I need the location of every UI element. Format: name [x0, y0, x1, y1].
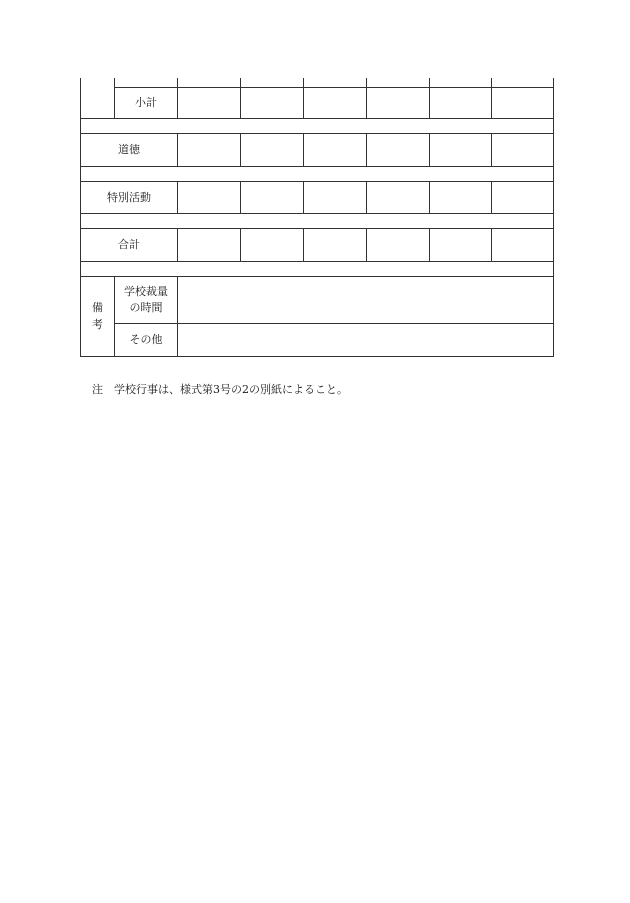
table-cell — [241, 78, 304, 87]
table-cell — [304, 87, 367, 118]
table-cell — [304, 181, 367, 213]
spacer-cell — [81, 118, 554, 133]
footnote — [92, 381, 348, 397]
remarks-label-cell — [81, 276, 115, 356]
table-cell — [178, 133, 241, 166]
table-cell — [241, 228, 304, 261]
table-cell — [304, 133, 367, 166]
table-cell — [367, 228, 430, 261]
note-text: 学校行事は、様式第3号の2の別紙によること。 — [114, 383, 348, 396]
school-discretion-value — [178, 276, 554, 323]
spacer-row — [81, 166, 554, 181]
school-discretion-label-cell — [115, 276, 178, 323]
curriculum-hours-table — [80, 78, 554, 357]
table-cell — [178, 78, 241, 87]
table-row-school-discretion — [81, 276, 554, 323]
spacer-cell — [81, 166, 554, 181]
table-cell — [492, 78, 554, 87]
school-discretion-label: 学校裁量の時間 — [124, 284, 168, 314]
table-row-special-activities — [81, 181, 554, 213]
table-cell — [430, 78, 492, 87]
spacer-cell — [81, 261, 554, 276]
table-row-other — [81, 323, 554, 356]
remarks-label: 備考 — [92, 301, 103, 331]
table-row-continuation — [81, 78, 554, 87]
table-cell — [367, 133, 430, 166]
subject-group-cell — [81, 78, 115, 118]
table-row-moral — [81, 133, 554, 166]
note-mark: 注 — [92, 383, 103, 396]
table-cell — [304, 78, 367, 87]
subtotal-label: 小計 — [115, 87, 178, 118]
other-label: その他 — [115, 323, 178, 356]
table-cell — [430, 181, 492, 213]
table-cell — [241, 87, 304, 118]
special-activities-label: 特別活動 — [81, 181, 178, 213]
spacer-row — [81, 261, 554, 276]
table-cell — [492, 133, 554, 166]
table-cell — [430, 133, 492, 166]
table-cell — [367, 78, 430, 87]
table-cell — [241, 133, 304, 166]
other-value — [178, 323, 554, 356]
table-cell — [304, 228, 367, 261]
table-cell — [430, 228, 492, 261]
table-cell — [115, 78, 178, 87]
spacer-row — [81, 118, 554, 133]
table-row-subtotal — [81, 87, 554, 118]
table-cell — [178, 181, 241, 213]
table-row-total — [81, 228, 554, 261]
table-cell — [178, 228, 241, 261]
table-cell — [178, 87, 241, 118]
table-cell — [492, 181, 554, 213]
total-label: 合計 — [81, 228, 178, 261]
spacer-cell — [81, 213, 554, 228]
table-cell — [492, 228, 554, 261]
moral-label: 道徳 — [81, 133, 178, 166]
table-cell — [241, 181, 304, 213]
table-cell — [367, 181, 430, 213]
spacer-row — [81, 213, 554, 228]
table-cell — [492, 87, 554, 118]
table-cell — [367, 87, 430, 118]
table-cell — [430, 87, 492, 118]
